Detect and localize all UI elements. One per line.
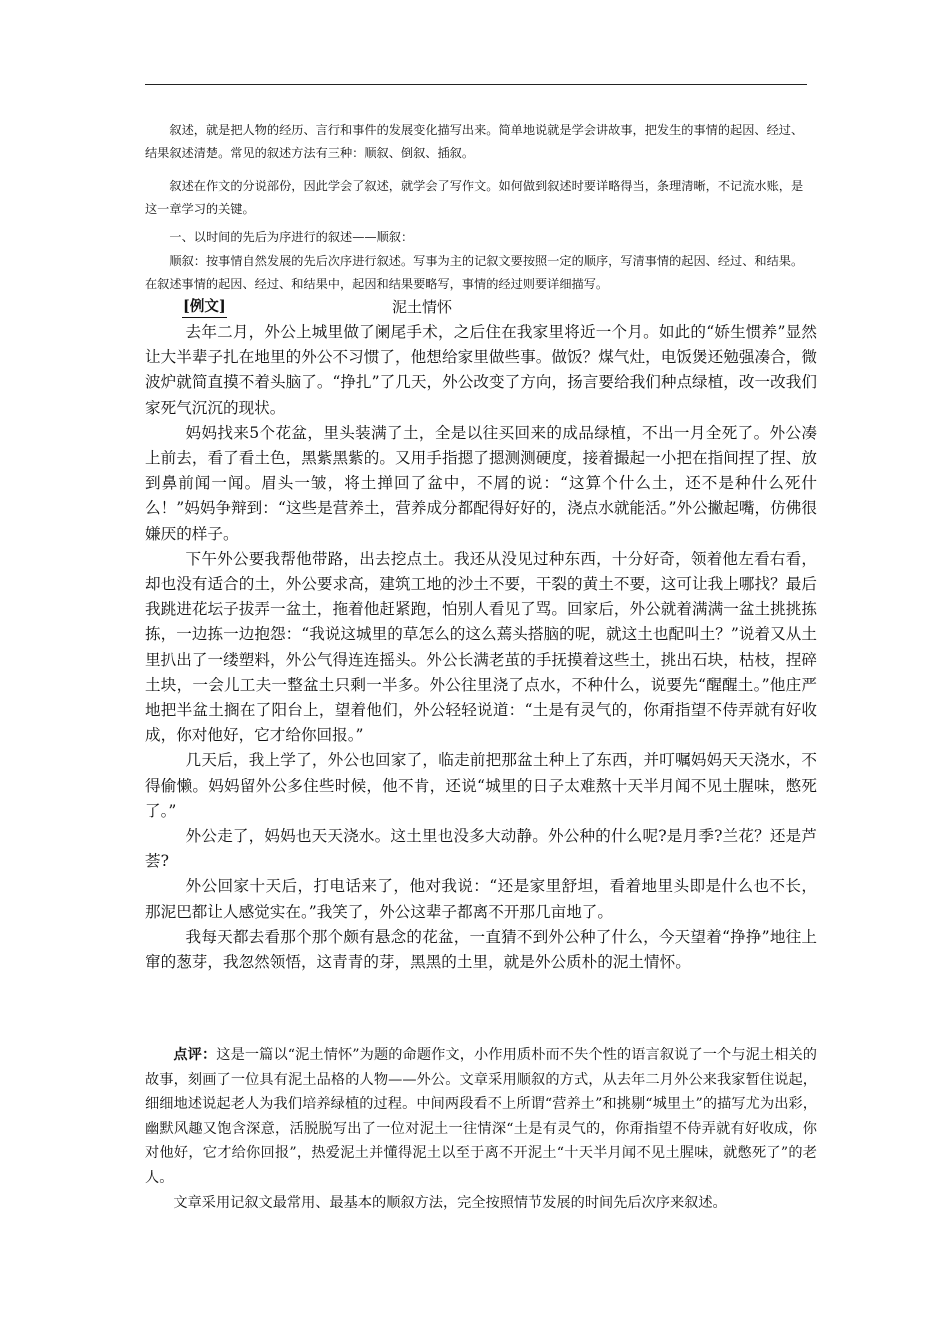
header-rule xyxy=(145,84,807,85)
example-title-row xyxy=(182,297,782,321)
comment-paragraph xyxy=(145,1043,817,1191)
intro-text-2: 叙述在作文的分说部份，因此学会了叙述，就学会了写作文。如何做到叙述时要详略得当，条理清晰，不记流水账，是这一章学习的关键。 xyxy=(145,179,804,216)
essay-paragraph: 几天后，我上学了，外公也回家了，临走前把那盆土种上了东西，并叮嘱妈妈天天浇水，不得偷懒。妈妈留外公多住些时候，他不肯，还说“城里的日子太难熬十天半月闻不见土腥味，憋死了。” xyxy=(145,751,817,820)
comment-section xyxy=(145,1043,817,1215)
intro-text-4: 顺叙：按事情自然发展的先后次序进行叙述。写事为主的记叙文要按照一定的顺序，写清事情的起因、经过、和结果。在叙述事情的起因、经过、和结果中，起因和结果要略写，事情的经过则要详细描写。 xyxy=(145,254,804,291)
section-heading-text: 一、以时间的先后为序进行的叙述——顺叙： xyxy=(169,230,414,244)
comment-paragraph-2: 文章采用记叙文最常用、最基本的顺叙方法，完全按照情节发展的时间先后次序来叙述。 xyxy=(173,1194,727,1211)
essay-body xyxy=(145,320,817,975)
essay-paragraph: 去年二月，外公上城里做了阑尾手术，之后住在我家里将近一个月。如此的“娇生惯养”显然让大半辈子扎在地里的外公不习惯了，他想给家里做些事。做饭？煤气灶，电饭煲还勉强凑合，微波炉就简直摸不着头脑了。“挣扎”了几天，外公改变了方向，扬言要给我们种点绿植，改一改我们家死气沉沉的现状。 xyxy=(145,323,817,417)
intro-paragraph-1 xyxy=(145,119,811,165)
intro-paragraph-4 xyxy=(145,250,811,296)
comment-label: 点评： xyxy=(173,1047,217,1063)
essay-paragraph: 外公走了，妈妈也天天浇水。这土里也没多大动静。外公种的什么呢?是月季?兰花？还是芦荟? xyxy=(145,827,817,871)
example-label: [例文] xyxy=(182,297,227,318)
comment-text: 这是一篇以“泥土情怀”为题的命题作文，小作用质朴而不失个性的语言叙说了一个与泥土相关的故事，刻画了一位具有泥土品格的人物——外公。文章采用顺叙的方式，从去年二月外公来我家暂住说起，细细地述说起老人为我们培养绿植的过程。中间两段看不上所谓“营养土”和挑剔“城里土”的描写尤为出彩，幽默风趣又饱含深意，活脱脱写出了一位对泥土一往情深“土是有灵气的，你甭指望不侍弄就有好收成，你对他好，它才给你回报”，热爱泥土并懂得泥土以至于离不开泥土“十天半月闻不见土腥味，就憋死了”的老人。 xyxy=(145,1047,817,1186)
essay-paragraph: 我每天都去看那个那个颇有悬念的花盆，一直猜不到外公种了什么，今天望着“挣挣”地往上窜的葱芽，我忽然领悟，这青青的芽，黑黑的土里，就是外公质朴的泥土情怀。 xyxy=(145,927,817,972)
essay-paragraph: 下午外公要我帮他带路，出去挖点土。我还从没见过种东西，十分好奇，领着他左看右看，却也没有适合的土，外公要求高，建筑工地的沙土不要，干裂的黄土不要，这可让我上哪找？最后我跳进花坛子拔弄一盆土，拖着他赶紧跑，怕别人看见了骂。回家后，外公就着满满一盆土挑挑拣拣，一边拣一边抱怨：“我说这城里的草怎么的这么蔫头搭脑的呢，就这土也配叫土？”说着又从土里扒出了一缕塑料，外公气得连连摇头。外公长满老茧的手抚摸着这些土，挑出石块，枯枝，捏碎土块，一会儿工夫一整盆土只剩一半多。外公往里浇了点水，不种什么，说要先“醒醒土。”他庄严地把半盆土搁在了阳台上，望着他们，外公轻轻说道：“土是有灵气的，你甭指望不侍弄就有好收成，你对他好，它才给你回报。” xyxy=(145,549,817,745)
intro-text-1: 叙述，就是把人物的经历、言行和事件的发展变化描写出来。简单地说就是学会讲故事，把发生的事情的起因、经过、结果叙述清楚。常见的叙述方法有三种：顺叙、倒叙、插叙。 xyxy=(145,123,804,160)
intro-paragraph-2 xyxy=(145,175,811,221)
essay-title: 泥土情怀 xyxy=(392,298,453,316)
essay-paragraph: 妈妈找来5个花盆，里头装满了土，全是以往买回来的成品绿植，不出一月全死了。外公凑上前去，看了看土色，黑紫黑紫的。又用手指摁了摁测测硬度，接着撮起一小把在指间捏了捏、放到鼻前闻一闻。眉头一皱，将土掸回了盆中，不屑的说：“这算个什么土，还不是种什么死什么！”妈妈争辩到：“这些是营养土，营养成分都配得好好的，浇点水就能活。”外公撇起嘴，仿佛很嫌厌的样子。 xyxy=(145,423,817,543)
section-heading xyxy=(145,226,811,249)
essay-paragraph: 外公回家十天后，打电话来了，他对我说：“还是家里舒坦，看着地里头即是什么也不长，那泥巴都让人感觉实在。”我笑了，外公这辈子都离不开那几亩地了。 xyxy=(145,877,817,921)
